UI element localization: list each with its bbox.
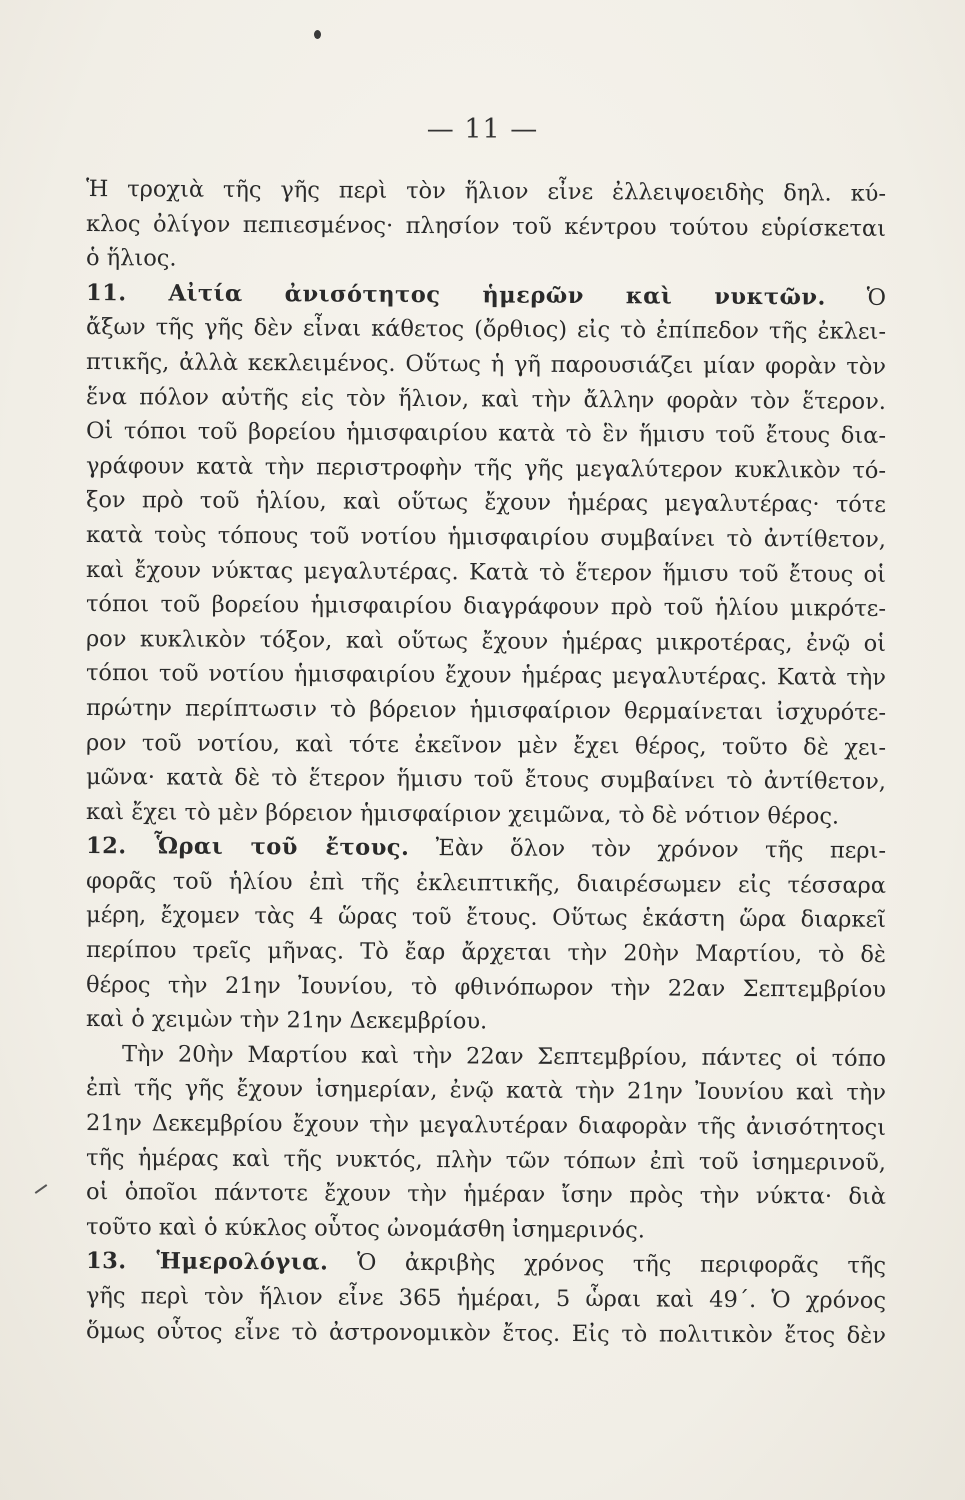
line-text: τόποι τοῦ νοτίου ἡμισφαιρίου ἔχουν ἡμέρας μεγαλυτέρας. Κατὰ τὴν [85, 660, 887, 692]
text-line [86, 310, 886, 349]
line-text: γῆς περὶ τὸν ἥλιον εἶνε 365 ἡμέραι, 5 ὧραι καὶ 49΄. Ὁ χρόνος [85, 1283, 887, 1314]
text-line [86, 795, 886, 834]
text-line [86, 553, 886, 592]
line-text: Ἐὰν ὅλον τὸν χρόνον τῆς περι- [409, 835, 887, 865]
line-text: τῆς ἡμέρας καὶ τῆς νυκτός, πλὴν τῶν τόπων ἐπὶ τοῦ ἰσημερινοῦ, [85, 1144, 887, 1176]
text-line [86, 449, 886, 488]
section-heading: 13. Ἡμερολόγια. [85, 1248, 329, 1276]
line-text: ὁ ἥλιος. [85, 245, 177, 272]
text-line [86, 1175, 886, 1214]
line-text: ἐπὶ τῆς γῆς ἔχουν ἰσημερίαν, ἐνῷ κατὰ τὴν 21ην Ἰουνίου καὶ τὴν [85, 1075, 887, 1107]
line-text: τοῦτο καὶ ὁ κύκλος οὗτος ὠνομάσθη ἰσημερινός. [85, 1213, 646, 1244]
line-text: κλος ὀλίγον πεπιεσμένος· πλησίον τοῦ κέντρου τούτου εὑρίσκεται [85, 210, 887, 242]
line-text: μέρη, ἔχομεν τὰς 4 ὥρας τοῦ ἔτους. Οὕτως ἑκάστη ὥρα διαρκεῖ [85, 902, 887, 934]
page-number: — 11 — [426, 114, 539, 145]
text-line [86, 207, 886, 246]
text-line [86, 1037, 886, 1076]
text-line [86, 276, 886, 315]
line-text: Οἱ τόποι τοῦ βορείου ἡμισφαιρίου κατὰ τὸ ἓν ἥμισυ τοῦ ἔτους δια- [85, 418, 887, 450]
line-text: ὅμως οὗτος εἶνε τὸ ἀστρονομικὸν ἔτος. Εἰς τὸ πολιτικὸν ἔτος δὲν [85, 1317, 887, 1349]
margin-mark [35, 1184, 48, 1194]
line-text: ἄξων τῆς γῆς δὲν εἶναι κάθετος (ὄρθιος) εἰς τὸ ἐπίπεδον τῆς ἐκλει- [85, 314, 887, 346]
text-line [86, 241, 886, 280]
line-text: ρον κυκλικὸν τόξον, καὶ οὕτως ἔχουν ἡμέρας μικροτέρας, ἐνῷ οἱ [85, 625, 887, 657]
line-text: πτικῆς, ἀλλὰ κεκλειμένος. Οὕτως ἡ γῆ παρουσιάζει μίαν φορὰν τὸν [85, 348, 887, 380]
line-text: 21ην Δεκεμβρίου ἔχουν τὴν μεγαλυτέραν διαφορὰν τῆς ἀνισότητοςι [85, 1110, 887, 1141]
line-text: πρώτην περίπτωσιν τὸ βόρειον ἡμισφαίριον θερμαίνεται ἰσχυρότε- [85, 694, 887, 726]
line-text: μῶνα· κατὰ δὲ τὸ ἕτερον ἥμισυ τοῦ ἔτους συμβαίνει τὸ ἀντίθετον, [85, 764, 887, 795]
text-line [86, 968, 886, 1007]
text-line [86, 1279, 886, 1318]
line-text: Ἡ τροχιὰ τῆς γῆς περὶ τὸν ἥλιον εἶνε ἐλλειψοειδὴς δηλ. κύ- [85, 176, 887, 207]
line-text: καὶ ἔχει τὸ μὲν βόρειον ἡμισφαίριον χειμῶνα, τὸ δὲ νότιον θέρος. [85, 798, 840, 830]
text-line [86, 656, 886, 695]
text-line [86, 518, 886, 557]
text-line [86, 1071, 886, 1110]
line-text: ξον πρὸ τοῦ ἡλίου, καὶ οὕτως ἔχουν ἡμέρας μεγαλυτέρας· τότε [85, 487, 887, 519]
line-text: καὶ ἔχουν νύκτας μεγαλυτέρας. Κατὰ τὸ ἕτερον ἥμισυ τοῦ ἔτους οἱ [85, 556, 887, 588]
text-line [86, 1244, 886, 1283]
line-text: περίπου τρεῖς μῆνας. Τὸ ἔαρ ἄρχεται τὴν 20ὴν Μαρτίου, τὸ δὲ [85, 937, 887, 968]
text-line [86, 691, 886, 730]
text-line [86, 622, 886, 661]
line-text: οἱ ὁποῖοι πάντοτε ἔχουν τὴν ἡμέραν ἴσην πρὸς τὴν νύκτα· διὰ [85, 1179, 887, 1211]
body-text [86, 172, 886, 1348]
text-line [86, 726, 886, 765]
text-line [86, 864, 886, 903]
text-line [86, 1106, 886, 1145]
text-line [86, 1210, 886, 1249]
section-heading: 11. Αἰτία ἀνισότητος ἡμερῶν καὶ νυκτῶν. [85, 279, 826, 311]
text-line [86, 172, 886, 211]
line-text: τόποι τοῦ βορείου ἡμισφαιρίου διαγράφουν πρὸ τοῦ ἡλίου μικρότε- [85, 591, 887, 623]
text-line [86, 1002, 886, 1041]
text-line [86, 1314, 886, 1353]
text-line [86, 760, 886, 799]
text-line [86, 380, 886, 419]
text-line [86, 829, 886, 868]
line-text: γράφουν κατὰ τὴν περιστροφὴν τῆς γῆς μεγαλύτερον κυκλικὸν τό- [85, 452, 887, 484]
text-line [86, 1141, 886, 1180]
text-line [86, 898, 886, 937]
line-text: ρον τοῦ νοτίου, καὶ τότε ἐκεῖνον μὲν ἔχει θέρος, τοῦτο δὲ χει- [85, 729, 887, 761]
line-text: ἕνα πόλον αὐτῆς εἰς τὸν ἥλιον, καὶ τὴν ἄλλην φορὰν τὸν ἕτερον. [85, 383, 887, 415]
text-line [86, 933, 886, 972]
line-text: καὶ ὁ χειμὼν τὴν 21ην Δεκεμβρίου. [85, 1006, 488, 1035]
line-text: φορᾶς τοῦ ἡλίου ἐπὶ τῆς ἐκλειπτικῆς, διαιρέσωμεν εἰς τέσσαρα [85, 867, 887, 899]
line-text: κατὰ τοὺς τόπους τοῦ νοτίου ἡμισφαιρίου συμβαίνει τὸ ἀντίθετον, [85, 521, 887, 553]
section-heading: 12. Ὧραι τοῦ ἔτους. [85, 833, 410, 862]
line-text: Ὁ ἀκριβὴς χρόνος τῆς περιφορᾶς τῆς [328, 1249, 887, 1280]
ink-dot [314, 30, 321, 39]
line-text: Τὴν 20ὴν Μαρτίου καὶ τὴν 22αν Σεπτεμβρίου, πάντες οἱ τόπο [121, 1041, 887, 1072]
text-line [86, 483, 886, 522]
line-text: θέρος τὴν 21ην Ἰουνίου, τὸ φθινόπωρον τὴν 22αν Σεπτεμβρίου [85, 971, 887, 1003]
text-line [86, 587, 886, 626]
line-text: Ὁ [825, 284, 887, 311]
text-line [86, 414, 886, 453]
text-line [86, 345, 886, 384]
